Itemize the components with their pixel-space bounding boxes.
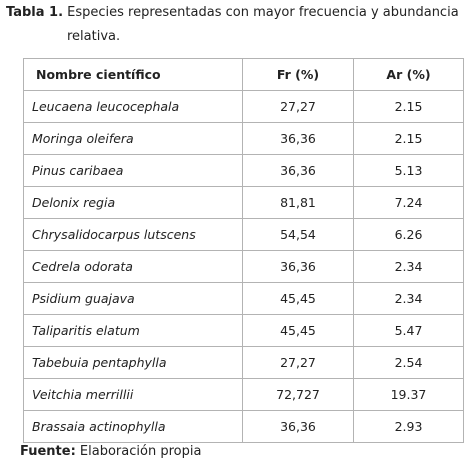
table-row <box>24 283 464 315</box>
table-row <box>24 251 464 283</box>
cell-fr: 45,45 <box>243 283 354 315</box>
table-source <box>20 444 201 459</box>
cell-fr: 45,45 <box>243 315 354 347</box>
header-ar: Ar (%) <box>354 59 464 91</box>
table-row <box>24 155 464 187</box>
cell-ar: 2.34 <box>354 283 464 315</box>
table-row <box>24 315 464 347</box>
table-row <box>24 123 464 155</box>
source-text: Elaboración propia <box>75 444 202 459</box>
table-row <box>24 347 464 379</box>
cell-fr: 36,36 <box>243 123 354 155</box>
table-caption <box>6 1 466 49</box>
cell-ar: 19.37 <box>354 379 464 411</box>
cell-fr: 27,27 <box>243 347 354 379</box>
cell-scientific-name: Chrysalidocarpus lutscens <box>24 219 243 251</box>
cell-scientific-name: Veitchia merrillii <box>24 379 243 411</box>
table-row <box>24 219 464 251</box>
cell-fr: 27,27 <box>243 91 354 123</box>
cell-fr: 54,54 <box>243 219 354 251</box>
cell-ar: 2.54 <box>354 347 464 379</box>
species-table <box>23 58 464 443</box>
table-row <box>24 379 464 411</box>
caption-label: Tabla 1. <box>6 5 64 20</box>
table-row <box>24 187 464 219</box>
source-label: Fuente: <box>20 444 76 459</box>
cell-ar: 7.24 <box>354 187 464 219</box>
caption-line-1 <box>6 1 466 25</box>
cell-ar: 2.15 <box>354 91 464 123</box>
cell-scientific-name: Delonix regia <box>24 187 243 219</box>
cell-ar: 5.47 <box>354 315 464 347</box>
caption-line-2: relativa. <box>67 29 121 44</box>
cell-fr: 72,727 <box>243 379 354 411</box>
header-fr: Fr (%) <box>243 59 354 91</box>
cell-scientific-name: Cedrela odorata <box>24 251 243 283</box>
cell-scientific-name: Pinus caribaea <box>24 155 243 187</box>
cell-ar: 2.93 <box>354 411 464 443</box>
header-scientific-name: Nombre científico <box>24 59 243 91</box>
table-row <box>24 411 464 443</box>
cell-scientific-name: Tabebuia pentaphylla <box>24 347 243 379</box>
cell-fr: 36,36 <box>243 411 354 443</box>
caption-text: Especies representadas con mayor frecuencia y abundancia <box>63 5 459 20</box>
header-row <box>24 59 464 91</box>
cell-fr: 81,81 <box>243 187 354 219</box>
cell-ar: 2.15 <box>354 123 464 155</box>
cell-fr: 36,36 <box>243 155 354 187</box>
cell-scientific-name: Brassaia actinophylla <box>24 411 243 443</box>
cell-scientific-name: Moringa oleifera <box>24 123 243 155</box>
cell-fr: 36,36 <box>243 251 354 283</box>
cell-scientific-name: Psidium guajava <box>24 283 243 315</box>
cell-ar: 2.34 <box>354 251 464 283</box>
table-row <box>24 91 464 123</box>
cell-ar: 6.26 <box>354 219 464 251</box>
cell-scientific-name: Leucaena leucocephala <box>24 91 243 123</box>
cell-scientific-name: Taliparitis elatum <box>24 315 243 347</box>
cell-ar: 5.13 <box>354 155 464 187</box>
